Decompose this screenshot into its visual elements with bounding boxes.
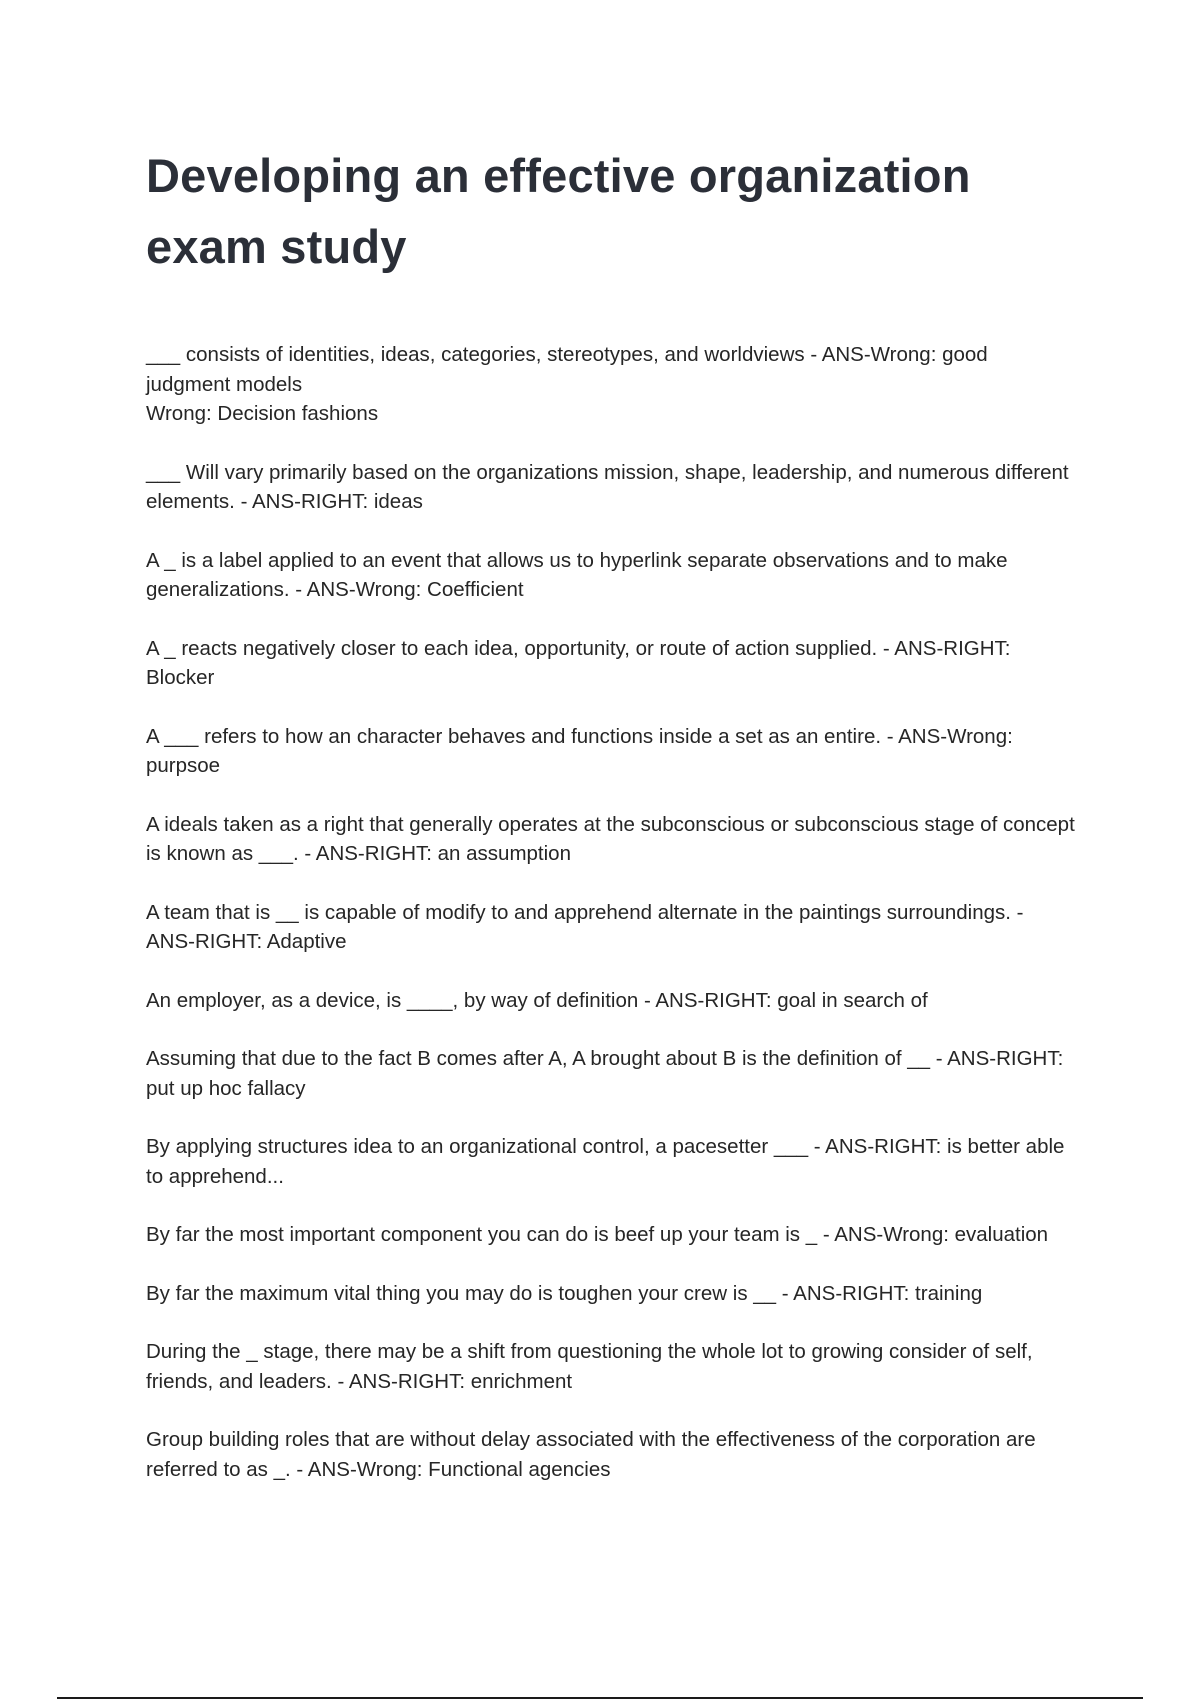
footer-divider [57, 1697, 1143, 1699]
qa-entry-2: ___ Will vary primarily based on the organizations mission, shape, leadership, and numerous different elements. - ANS-RIGHT: ideas [146, 460, 1069, 513]
qa-entry-3: A _ is a label applied to an event that allows us to hyperlink separate observations and to make generalizations. - ANS-Wrong: Coefficient [146, 548, 1008, 601]
qa-entry-10: By applying structures idea to an organizational control, a pacesetter ___ - ANS-RIGHT: is better able to apprehend... [146, 1135, 1065, 1188]
qa-entry-13: During the _ stage, there may be a shift from questioning the whole lot to growing consider of self, friends, and leaders. - ANS-RIGHT: enrichment [146, 1340, 1033, 1393]
qa-entry-7: A team that is __ is capable of modify to and apprehend alternate in the paintings surroundings. - ANS-RIGHT: Adaptive [146, 900, 1024, 953]
qa-entry-4: A _ reacts negatively closer to each idea, opportunity, or route of action supplied. - ANS-RIGHT: Blocker [146, 636, 1011, 689]
qa-entry-14: Group building roles that are without delay associated with the effectiveness of the corporation are referred to as _. - ANS-Wrong: Functional agencies [146, 1428, 1036, 1481]
qa-entry-9: Assuming that due to the fact B comes after A, A brought about B is the definition of __ - ANS-RIGHT: put up hoc fallacy [146, 1047, 1064, 1100]
qa-entry-5: A ___ refers to how an character behaves and functions inside a set as an entire. - ANS-Wrong: purpsoe [146, 724, 1013, 777]
qa-entry-1: ___ consists of identities, ideas, categories, stereotypes, and worldviews - ANS-Wrong: good judgment models Wrong: Decision fashions [146, 343, 988, 425]
qa-entry-11: By far the most important component you can do is beef up your team is _ - ANS-Wrong: evaluation [146, 1223, 1049, 1246]
document-title: Developing an effective organization exam study [146, 149, 971, 273]
qa-list [146, 340, 1076, 1513]
qa-entry-8: An employer, as a device, is ____, by way of definition - ANS-RIGHT: goal in search of [146, 988, 928, 1012]
qa-entry-6: A ideals taken as a right that generally operates at the subconscious or subconscious stage of concept is known as ___. - ANS-RIGHT: an assumption [146, 812, 1075, 865]
qa-entry-12: By far the maximum vital thing you may do is toughen your crew is __ - ANS-RIGHT: training [146, 1281, 983, 1305]
